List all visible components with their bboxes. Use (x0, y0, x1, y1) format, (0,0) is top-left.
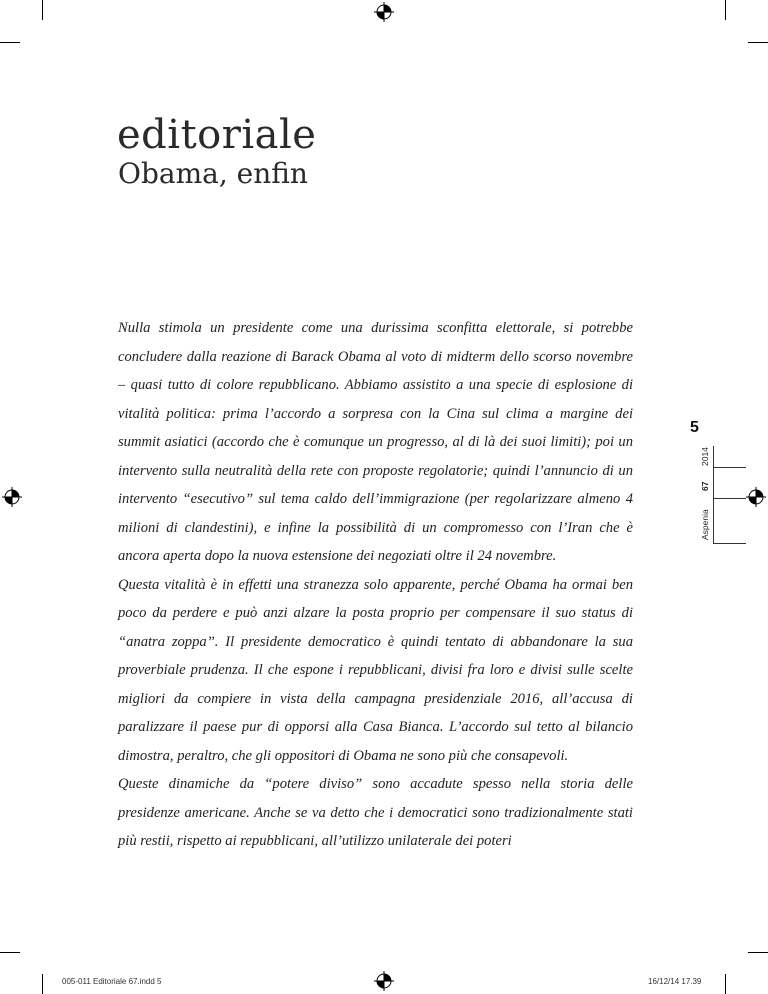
folio-rule (713, 498, 746, 499)
folio-year: 2014 (700, 447, 710, 466)
crop-mark (42, 0, 43, 20)
page-title: Obama, enfin (118, 157, 308, 190)
folio-rule (713, 543, 746, 544)
crop-mark (0, 42, 20, 43)
folio-issue: 67 (700, 481, 710, 491)
slug-file: 005-011 Editoriale 67.indd 5 (62, 977, 162, 986)
paragraph: Nulla stimola un presidente come una durissima sconfitta elettorale, si potrebbe concludere dalla reazione di Barack Obama al voto di midterm dello scorso novembre – quasi tutto di colore repubblicano. Abbiamo assistito a una specie di esplosione di vitalità politica: prima l’accordo a sorpresa con la Cina sul clima a margine dei summit asiatici (accordo che è comunque un progresso, al di là dei suoi limiti); poi un intervento sulla neutralità della rete con proposte regolatorie; quindi l’annuncio di un intervento “esecutivo” sul tema caldo dell’immigrazione (per regolarizzare almeno 4 milioni di clandestini), e infine la possibilità di un compromesso con l’Iran che è ancora aperta dopo la nuova estensione dei negoziati oltre il 24 novembre. (118, 320, 633, 564)
slug-timestamp: 16/12/14 17.39 (648, 977, 702, 986)
registration-mark-icon (746, 487, 766, 507)
registration-mark-icon (2, 487, 22, 507)
page-number: 5 (690, 419, 699, 436)
paragraph: Queste dinamiche da “potere diviso” sono accadute spesso nella storia delle presidenze americane. Anche se va detto che i democratici sono tradizionalmente stati più restii, rispetto ai repubblicani, all’utilizzo unilaterale dei poteri (118, 776, 633, 849)
article-body (118, 314, 633, 856)
registration-mark-icon (374, 2, 394, 22)
crop-mark (748, 952, 768, 953)
paragraph: Questa vitalità è in effetti una stranezza solo apparente, perché Obama ha ormai ben poco da perdere e può anzi alzare la posta proprio per compensare il suo status di “anatra zoppa”. Il presidente democratico è quindi tentato di abbandonare la sua proverbiale prudenza. Il che espone i repubblicani, divisi fra loro e divisi sulle scelte migliori da compiere in vista della campagna presidenziale 2016, all’accusa di paralizzare il paese pur di opporsi alla Casa Bianca. L’accordo sul tetto al bilancio dimostra, peraltro, che gli oppositori di Obama ne sono più che consapevoli. (118, 576, 633, 764)
crop-mark (748, 42, 768, 43)
section-heading: editoriale (117, 112, 317, 158)
folio-journal: Aspenia (700, 509, 710, 540)
crop-mark (725, 974, 726, 994)
crop-mark (725, 0, 726, 20)
registration-mark-icon (374, 971, 394, 991)
crop-mark (0, 952, 20, 953)
folio-rule (713, 446, 714, 544)
crop-mark (42, 974, 43, 994)
folio-rule (713, 467, 746, 468)
